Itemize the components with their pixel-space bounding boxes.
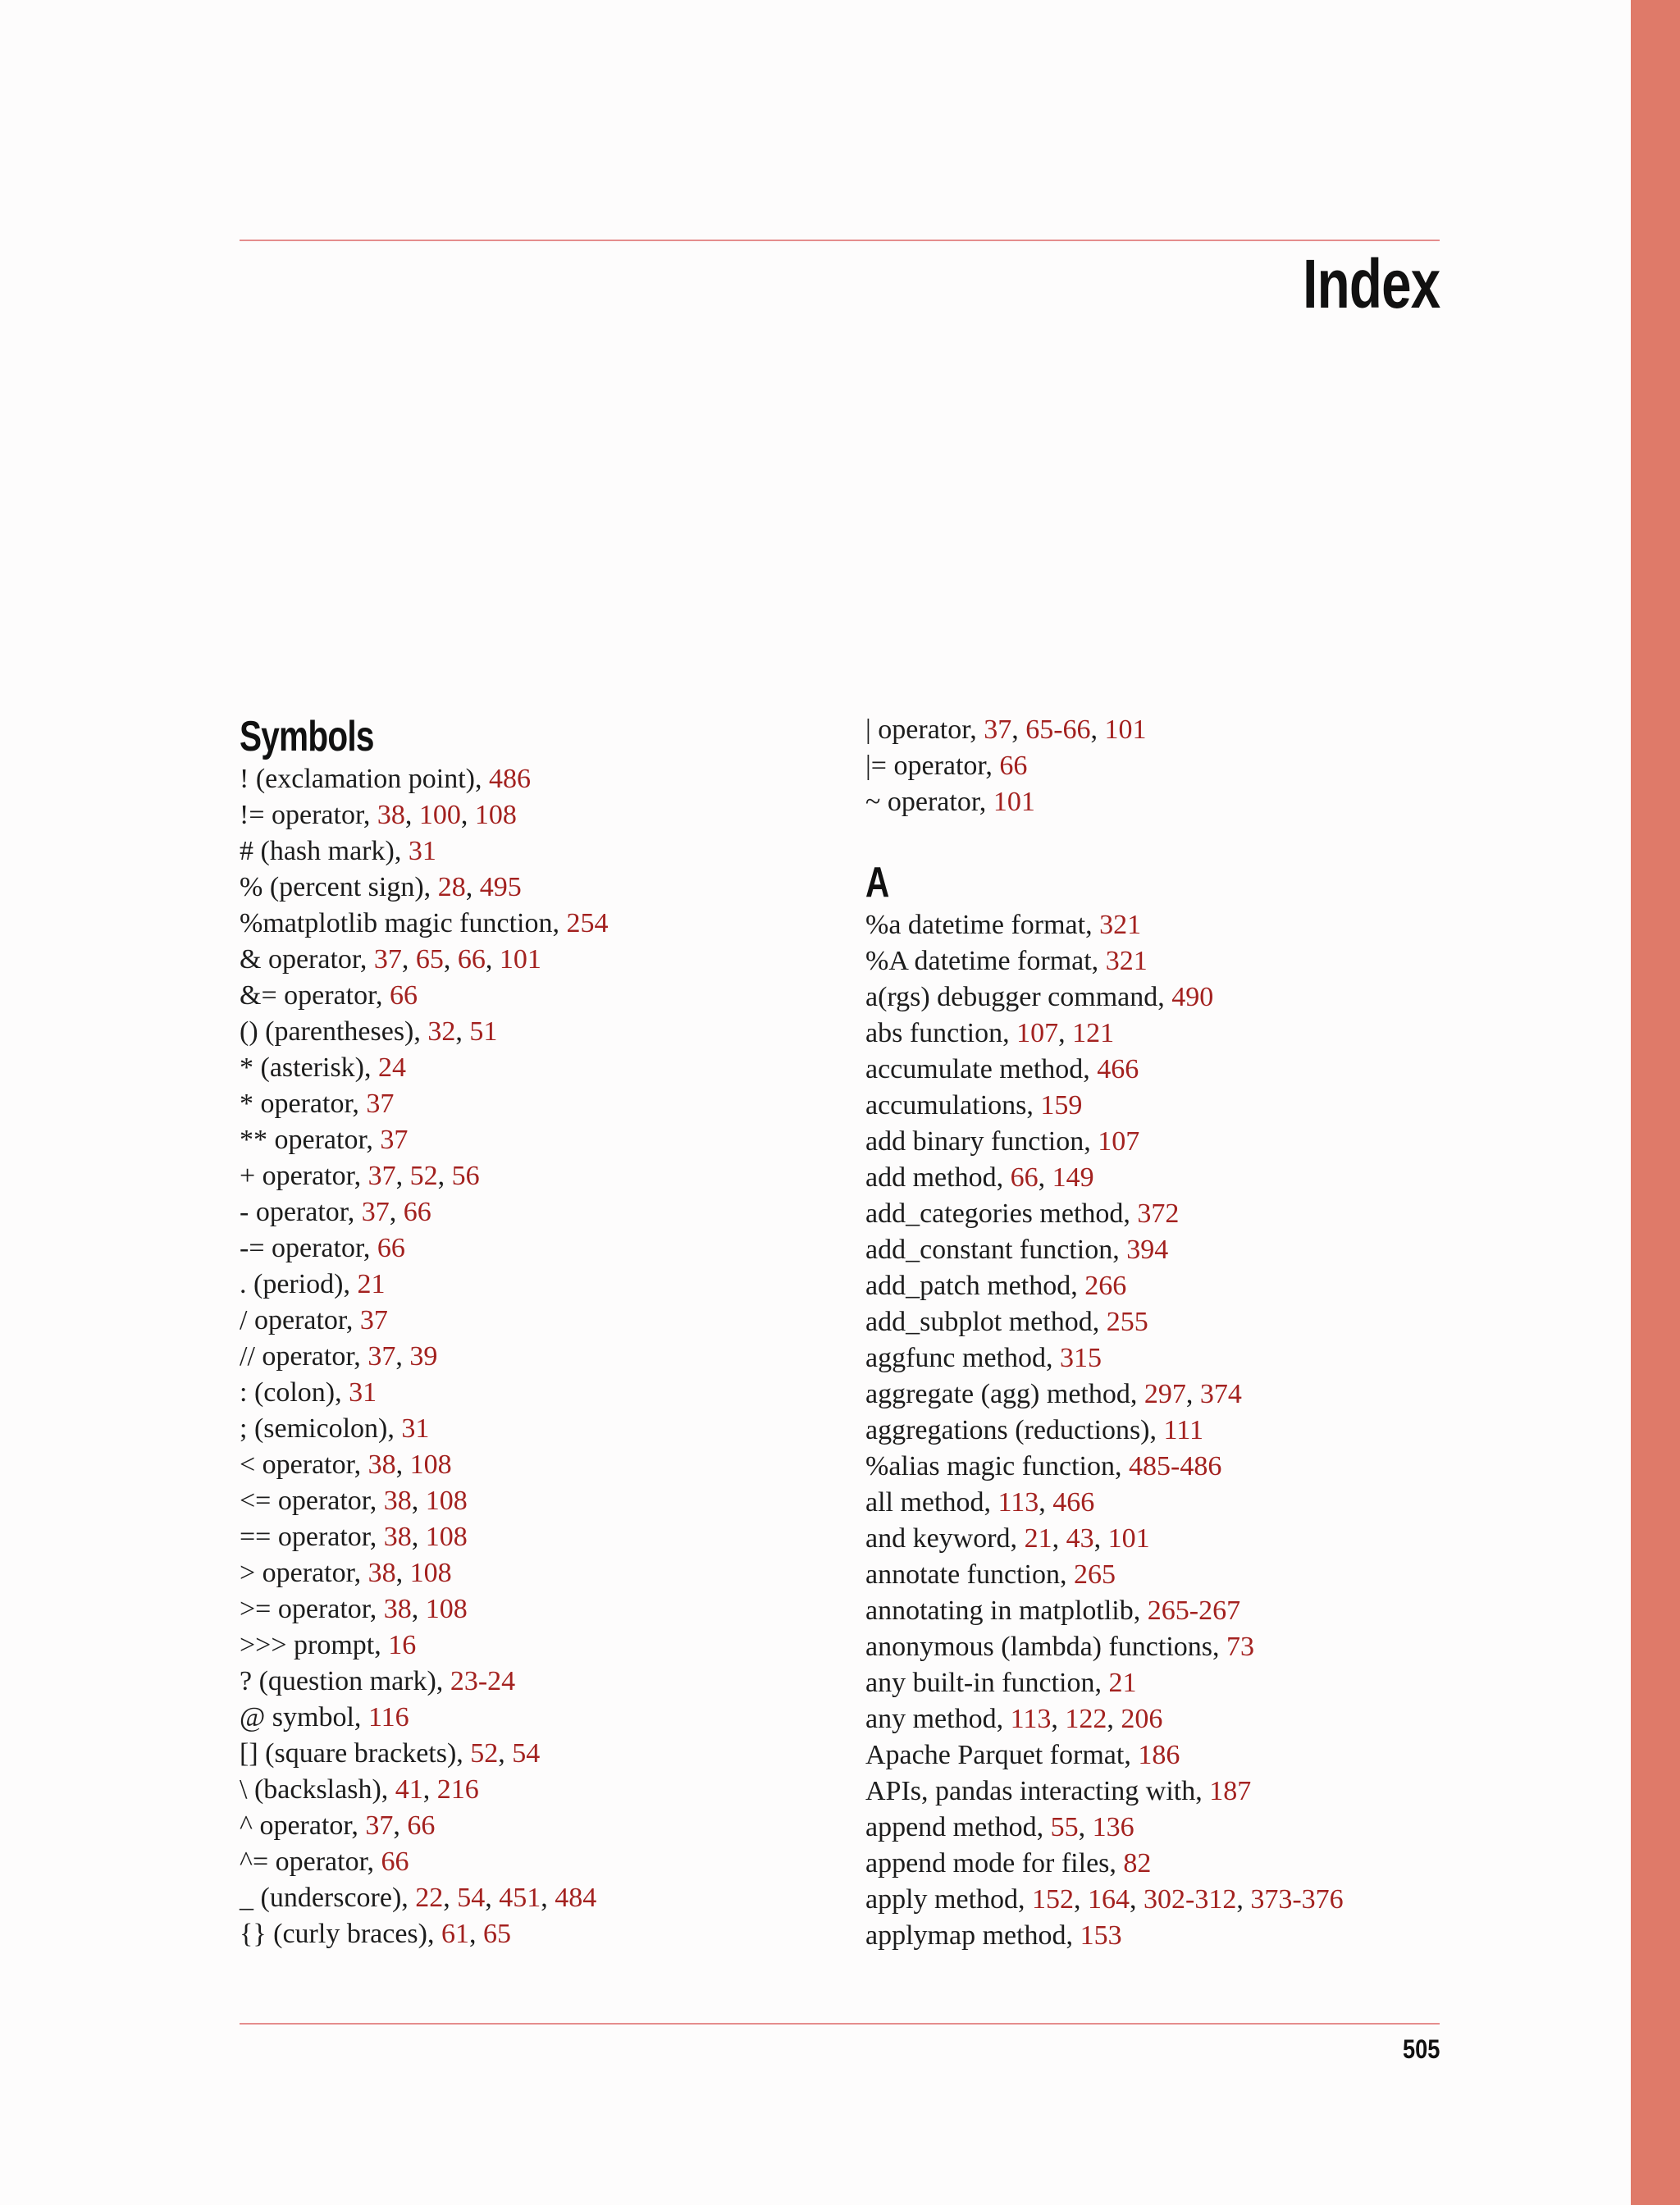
index-entry: _ (underscore), 22, 54, 451, 484	[240, 1883, 597, 1913]
index-term: + operator,	[240, 1161, 368, 1191]
page-reference-link[interactable]: 66	[457, 944, 486, 975]
index-entry: <= operator, 38, 108	[240, 1486, 468, 1516]
index-term: add_categories method,	[865, 1198, 1138, 1229]
index-list-symbols	[240, 761, 814, 1952]
page-reference-link[interactable]: 37	[361, 1197, 390, 1227]
page-reference-link[interactable]: 101	[1107, 1523, 1150, 1554]
index-term: accumulate method,	[865, 1054, 1098, 1084]
page-reference-link[interactable]: 41	[395, 1774, 423, 1805]
index-entry: == operator, 38, 108	[240, 1522, 468, 1552]
page-reference-link[interactable]: 372	[1137, 1198, 1180, 1229]
index-term: &= operator,	[240, 980, 390, 1011]
index-term: %A datetime format,	[865, 946, 1106, 976]
index-term: annotating in matplotlib,	[865, 1596, 1148, 1626]
section-gap	[865, 820, 1440, 858]
page-reference-link[interactable]: 51	[469, 1016, 498, 1047]
page-reference-link[interactable]: 108	[425, 1486, 468, 1516]
page-reference-link[interactable]: 302-312	[1144, 1884, 1237, 1915]
index-term: & operator,	[240, 944, 374, 975]
page-reference-link[interactable]: 38	[383, 1594, 412, 1624]
index-entry	[865, 1918, 1440, 1954]
page-reference-link[interactable]: 122	[1065, 1704, 1107, 1734]
index-entry: >= operator, 38, 108	[240, 1594, 468, 1624]
index-term: - operator,	[240, 1197, 362, 1227]
page-reference-link[interactable]: 43	[1066, 1523, 1094, 1554]
index-term: add_constant function,	[865, 1235, 1127, 1265]
page-reference-link[interactable]: 113	[998, 1487, 1039, 1518]
page-reference-link[interactable]: 321	[1105, 946, 1148, 976]
index-entry: - operator, 37, 66	[240, 1197, 431, 1227]
index-entry: [] (square brackets), 52, 54	[240, 1738, 541, 1769]
page-reference-link[interactable]: 21	[357, 1269, 386, 1299]
index-term: %alias magic function,	[865, 1451, 1130, 1481]
index-column-right	[865, 712, 1440, 1954]
page-reference-link[interactable]: 315	[1060, 1343, 1102, 1373]
page-reference-link[interactable]: 52	[470, 1738, 499, 1769]
page-reference-link[interactable]: 485-486	[1129, 1451, 1222, 1481]
index-entry: & operator, 37, 65, 66, 101	[240, 944, 541, 975]
page-reference-link[interactable]: 136	[1092, 1812, 1134, 1842]
index-entry	[240, 1700, 814, 1736]
page-reference-link[interactable]: 153	[1080, 1920, 1122, 1951]
page-reference-link[interactable]: 254	[566, 908, 609, 938]
index-term: any method,	[865, 1704, 1011, 1734]
index-term: annotate function,	[865, 1559, 1074, 1590]
index-entry	[240, 761, 814, 797]
index-entry	[240, 1303, 814, 1339]
section-heading-a: A	[865, 859, 889, 906]
index-entry: all method, 113, 466	[865, 1487, 1095, 1518]
index-term: < operator,	[240, 1449, 368, 1480]
index-entry	[865, 1449, 1440, 1485]
page-reference-link[interactable]: 66	[407, 1810, 436, 1841]
index-entry: any method, 113, 122, 206	[865, 1704, 1163, 1734]
index-term: all method,	[865, 1487, 998, 1518]
page-reference-link[interactable]: 39	[409, 1341, 438, 1372]
index-entry	[865, 1232, 1440, 1268]
index-entry	[865, 1593, 1440, 1629]
index-entry: | operator, 37, 65-66, 101	[865, 714, 1147, 745]
page-reference-link[interactable]: 65-66	[1025, 714, 1091, 745]
index-entry	[865, 1629, 1440, 1665]
index-entry	[865, 1774, 1440, 1810]
index-term: . (period),	[240, 1269, 358, 1299]
footer-rule	[240, 2023, 1440, 2025]
index-term: > operator,	[240, 1558, 368, 1588]
page-reference-link[interactable]: 55	[1050, 1812, 1079, 1842]
page-reference-link[interactable]: 52	[409, 1161, 438, 1191]
index-term: ? (question mark),	[240, 1666, 450, 1696]
page-reference-link[interactable]: 66	[999, 751, 1028, 781]
page-reference-link[interactable]: 101	[1104, 714, 1147, 745]
page-reference-link[interactable]: 266	[1084, 1271, 1127, 1301]
page-reference-link[interactable]: 108	[425, 1594, 468, 1624]
page-reference-link[interactable]: 466	[1097, 1054, 1139, 1084]
index-entry	[865, 1124, 1440, 1160]
page-reference-link[interactable]: 37	[368, 1161, 396, 1191]
index-term: aggregate (agg) method,	[865, 1379, 1144, 1409]
page-reference-link[interactable]: 149	[1052, 1162, 1094, 1193]
index-term: %a datetime format,	[865, 910, 1100, 940]
page-reference-link[interactable]: 111	[1163, 1415, 1203, 1445]
page-reference-link[interactable]: 28	[437, 872, 466, 902]
page-reference-link[interactable]: 82	[1123, 1848, 1152, 1879]
index-term: : (colon),	[240, 1377, 349, 1408]
index-entry: \ (backslash), 41, 216	[240, 1774, 479, 1805]
page-reference-link[interactable]: 66	[377, 1233, 405, 1263]
index-term: != operator,	[240, 800, 377, 830]
index-entry: and keyword, 21, 43, 101	[865, 1523, 1150, 1554]
index-term: aggfunc method,	[865, 1343, 1060, 1373]
index-term: aggregations (reductions),	[865, 1415, 1164, 1445]
index-term: add_patch method,	[865, 1271, 1085, 1301]
index-term: * (asterisk),	[240, 1052, 379, 1083]
index-entry	[865, 907, 1440, 943]
index-entry	[865, 1340, 1440, 1376]
index-entry	[240, 1050, 814, 1086]
page-reference-link[interactable]: 101	[993, 787, 1035, 817]
index-term: and keyword,	[865, 1523, 1025, 1554]
index-term: _ (underscore),	[240, 1883, 416, 1913]
page-reference-link[interactable]: 38	[368, 1449, 396, 1480]
page-reference-link[interactable]: 23-24	[450, 1666, 516, 1696]
index-entry	[240, 1375, 814, 1411]
index-entry	[240, 1230, 814, 1267]
index-entry	[865, 1196, 1440, 1232]
page-reference-link[interactable]: 159	[1040, 1090, 1083, 1121]
page-title: Index	[1302, 245, 1440, 322]
page-reference-link[interactable]: 16	[388, 1630, 417, 1660]
page-reference-link[interactable]: 66	[390, 980, 418, 1011]
page-reference-link[interactable]: 490	[1171, 982, 1214, 1012]
page-reference-link[interactable]: 466	[1052, 1487, 1095, 1518]
index-entry	[240, 1411, 814, 1447]
index-term: APIs, pandas interacting with,	[865, 1776, 1210, 1806]
page-edge-tab	[1631, 0, 1680, 2205]
page-reference-link[interactable]: 187	[1209, 1776, 1252, 1806]
page-reference-link[interactable]: 66	[1010, 1162, 1039, 1193]
index-term: * operator,	[240, 1089, 367, 1119]
page-reference-link[interactable]: 108	[474, 800, 517, 830]
page-reference-link[interactable]: 37	[380, 1125, 409, 1155]
index-term: () (parentheses),	[240, 1016, 428, 1047]
page-reference-link[interactable]: 108	[425, 1522, 468, 1552]
page-reference-link[interactable]: 38	[383, 1522, 412, 1552]
index-term: <= operator,	[240, 1486, 384, 1516]
index-term: ** operator,	[240, 1125, 381, 1155]
index-list-symbols-continued	[865, 712, 1440, 820]
section-heading-symbols: Symbols	[240, 713, 374, 760]
index-entry	[865, 1268, 1440, 1304]
index-entry: apply method, 152, 164, 302-312, 373-376	[865, 1884, 1344, 1915]
page-reference-link[interactable]: 31	[408, 836, 436, 866]
page-reference-link[interactable]: 374	[1199, 1379, 1242, 1409]
page-reference-link[interactable]: 113	[1010, 1704, 1052, 1734]
index-entry	[865, 1846, 1440, 1882]
page-reference-link[interactable]: 108	[409, 1449, 452, 1480]
index-term: append mode for files,	[865, 1848, 1124, 1879]
index-term: accumulations,	[865, 1090, 1041, 1121]
page-reference-link[interactable]: 31	[349, 1377, 377, 1408]
index-entry	[240, 1086, 814, 1122]
page-reference-link[interactable]: 56	[451, 1161, 480, 1191]
index-entry: add method, 66, 149	[865, 1162, 1094, 1193]
index-term: ~ operator,	[865, 787, 993, 817]
page-reference-link[interactable]: 108	[409, 1558, 452, 1588]
page-reference-link[interactable]: 37	[368, 1341, 396, 1372]
index-entry	[865, 1557, 1440, 1593]
page-reference-link[interactable]: 265-267	[1147, 1596, 1241, 1626]
page-reference-link[interactable]: 61	[441, 1919, 469, 1949]
page-reference-link[interactable]: 38	[368, 1558, 396, 1588]
page-reference-link[interactable]: 38	[383, 1486, 412, 1516]
index-entry	[240, 906, 814, 942]
page-reference-link[interactable]: 484	[555, 1883, 597, 1913]
index-entry: != operator, 38, 100, 108	[240, 800, 517, 830]
index-term: >= operator,	[240, 1594, 384, 1624]
page-reference-link[interactable]: 65	[482, 1919, 511, 1949]
index-term: / operator,	[240, 1305, 360, 1335]
index-term: | operator,	[865, 714, 984, 745]
page-reference-link[interactable]: 321	[1099, 910, 1142, 940]
index-term: [] (square brackets),	[240, 1738, 471, 1769]
index-term: @ symbol,	[240, 1702, 368, 1732]
index-term: >>> prompt,	[240, 1630, 389, 1660]
index-entry	[865, 1665, 1440, 1701]
header-rule	[240, 240, 1440, 241]
page-reference-link[interactable]: 100	[418, 800, 461, 830]
index-entry	[240, 1628, 814, 1664]
index-term: ; (semicolon),	[240, 1413, 402, 1444]
index-term: \ (backslash),	[240, 1774, 395, 1805]
page-reference-link[interactable]: 37	[373, 944, 402, 975]
index-term: ^= operator,	[240, 1847, 381, 1877]
page-reference-link[interactable]: 101	[499, 944, 541, 975]
index-term: ! (exclamation point),	[240, 764, 490, 794]
index-list-a	[865, 907, 1440, 1954]
index-entry	[865, 784, 1440, 820]
index-entry	[865, 1052, 1440, 1088]
page-reference-link[interactable]: 37	[366, 1089, 395, 1119]
index-entry: // operator, 37, 39	[240, 1341, 438, 1372]
index-term: apply method,	[865, 1884, 1033, 1915]
index-entry	[240, 1844, 814, 1880]
page-reference-link[interactable]: 65	[415, 944, 444, 975]
index-entry: + operator, 37, 52, 56	[240, 1161, 480, 1191]
page-reference-link[interactable]: 394	[1126, 1235, 1169, 1265]
index-entry: () (parentheses), 32, 51	[240, 1016, 498, 1047]
page-reference-link[interactable]: 24	[378, 1052, 407, 1083]
page-reference-link[interactable]: 216	[436, 1774, 479, 1805]
index-term: anonymous (lambda) functions,	[865, 1632, 1227, 1662]
index-entry	[865, 1737, 1440, 1774]
index-term: abs function,	[865, 1018, 1017, 1048]
page-number: 505	[1402, 2034, 1440, 2064]
index-entry: abs function, 107, 121	[865, 1018, 1115, 1048]
index-term: # (hash mark),	[240, 836, 409, 866]
page-reference-link[interactable]: 32	[427, 1016, 456, 1047]
index-term: a(rgs) debugger command,	[865, 982, 1172, 1012]
page-reference-link[interactable]: 37	[984, 714, 1012, 745]
page-reference-link[interactable]: 38	[377, 800, 405, 830]
index-entry: aggregate (agg) method, 297, 374	[865, 1379, 1242, 1409]
index-entry	[865, 1413, 1440, 1449]
page-reference-link[interactable]: 373-376	[1250, 1884, 1344, 1915]
index-term: applymap method,	[865, 1920, 1080, 1951]
index-term: ^ operator,	[240, 1810, 366, 1841]
page-reference-link[interactable]: 37	[359, 1305, 388, 1335]
page-reference-link[interactable]: 37	[365, 1810, 394, 1841]
index-entry	[865, 1304, 1440, 1340]
index-entry	[240, 1122, 814, 1158]
page-reference-link[interactable]: 21	[1108, 1668, 1137, 1698]
page-reference-link[interactable]: 54	[512, 1738, 541, 1769]
page-reference-link[interactable]: 107	[1016, 1018, 1059, 1048]
page-reference-link[interactable]: 66	[403, 1197, 431, 1227]
page-reference-link[interactable]: 54	[457, 1883, 486, 1913]
index-term: -= operator,	[240, 1233, 377, 1263]
index-entry	[865, 979, 1440, 1016]
index-term: Apache Parquet format,	[865, 1740, 1139, 1770]
index-term: % (percent sign),	[240, 872, 438, 902]
page-reference-link[interactable]: 66	[381, 1847, 409, 1877]
index-term: == operator,	[240, 1522, 384, 1552]
index-entry	[240, 1267, 814, 1303]
page-reference-link[interactable]: 152	[1032, 1884, 1075, 1915]
index-entry	[240, 1664, 814, 1700]
index-entry	[240, 833, 814, 870]
index-term: add_subplot method,	[865, 1307, 1107, 1337]
index-entry	[865, 1088, 1440, 1124]
page-reference-link[interactable]: 107	[1098, 1126, 1140, 1157]
index-entry	[240, 978, 814, 1014]
index-term: {} (curly braces),	[240, 1919, 441, 1949]
page-reference-link[interactable]: 21	[1024, 1523, 1052, 1554]
index-term: append method,	[865, 1812, 1051, 1842]
page-reference-link[interactable]: 116	[368, 1702, 409, 1732]
index-entry: append method, 55, 136	[865, 1812, 1134, 1842]
page-reference-link[interactable]: 486	[489, 764, 532, 794]
page-reference-link[interactable]: 265	[1073, 1559, 1116, 1590]
page-reference-link[interactable]: 31	[401, 1413, 430, 1444]
index-term: add binary function,	[865, 1126, 1098, 1157]
page-reference-link[interactable]: 73	[1226, 1632, 1255, 1662]
index-entry: {} (curly braces), 61, 65	[240, 1919, 511, 1949]
page-reference-link[interactable]: 206	[1121, 1704, 1163, 1734]
index-term: // operator,	[240, 1341, 368, 1372]
page-reference-link[interactable]: 297	[1144, 1379, 1186, 1409]
page-reference-link[interactable]: 22	[415, 1883, 444, 1913]
page-reference-link[interactable]: 451	[499, 1883, 541, 1913]
page-reference-link[interactable]: 121	[1072, 1018, 1115, 1048]
index-entry: % (percent sign), 28, 495	[240, 872, 522, 902]
index-term: add method,	[865, 1162, 1011, 1193]
page-reference-link[interactable]: 495	[479, 872, 522, 902]
index-term: %matplotlib magic function,	[240, 908, 567, 938]
index-entry	[865, 748, 1440, 784]
index-column-left	[240, 712, 814, 1952]
page-reference-link[interactable]: 186	[1138, 1740, 1180, 1770]
index-entry: > operator, 38, 108	[240, 1558, 452, 1588]
page-reference-link[interactable]: 164	[1088, 1884, 1130, 1915]
index-term: any built-in function,	[865, 1668, 1109, 1698]
page-reference-link[interactable]: 255	[1106, 1307, 1148, 1337]
index-entry: < operator, 38, 108	[240, 1449, 452, 1480]
index-entry	[865, 943, 1440, 979]
index-entry: ^ operator, 37, 66	[240, 1810, 436, 1841]
index-term: |= operator,	[865, 751, 1000, 781]
